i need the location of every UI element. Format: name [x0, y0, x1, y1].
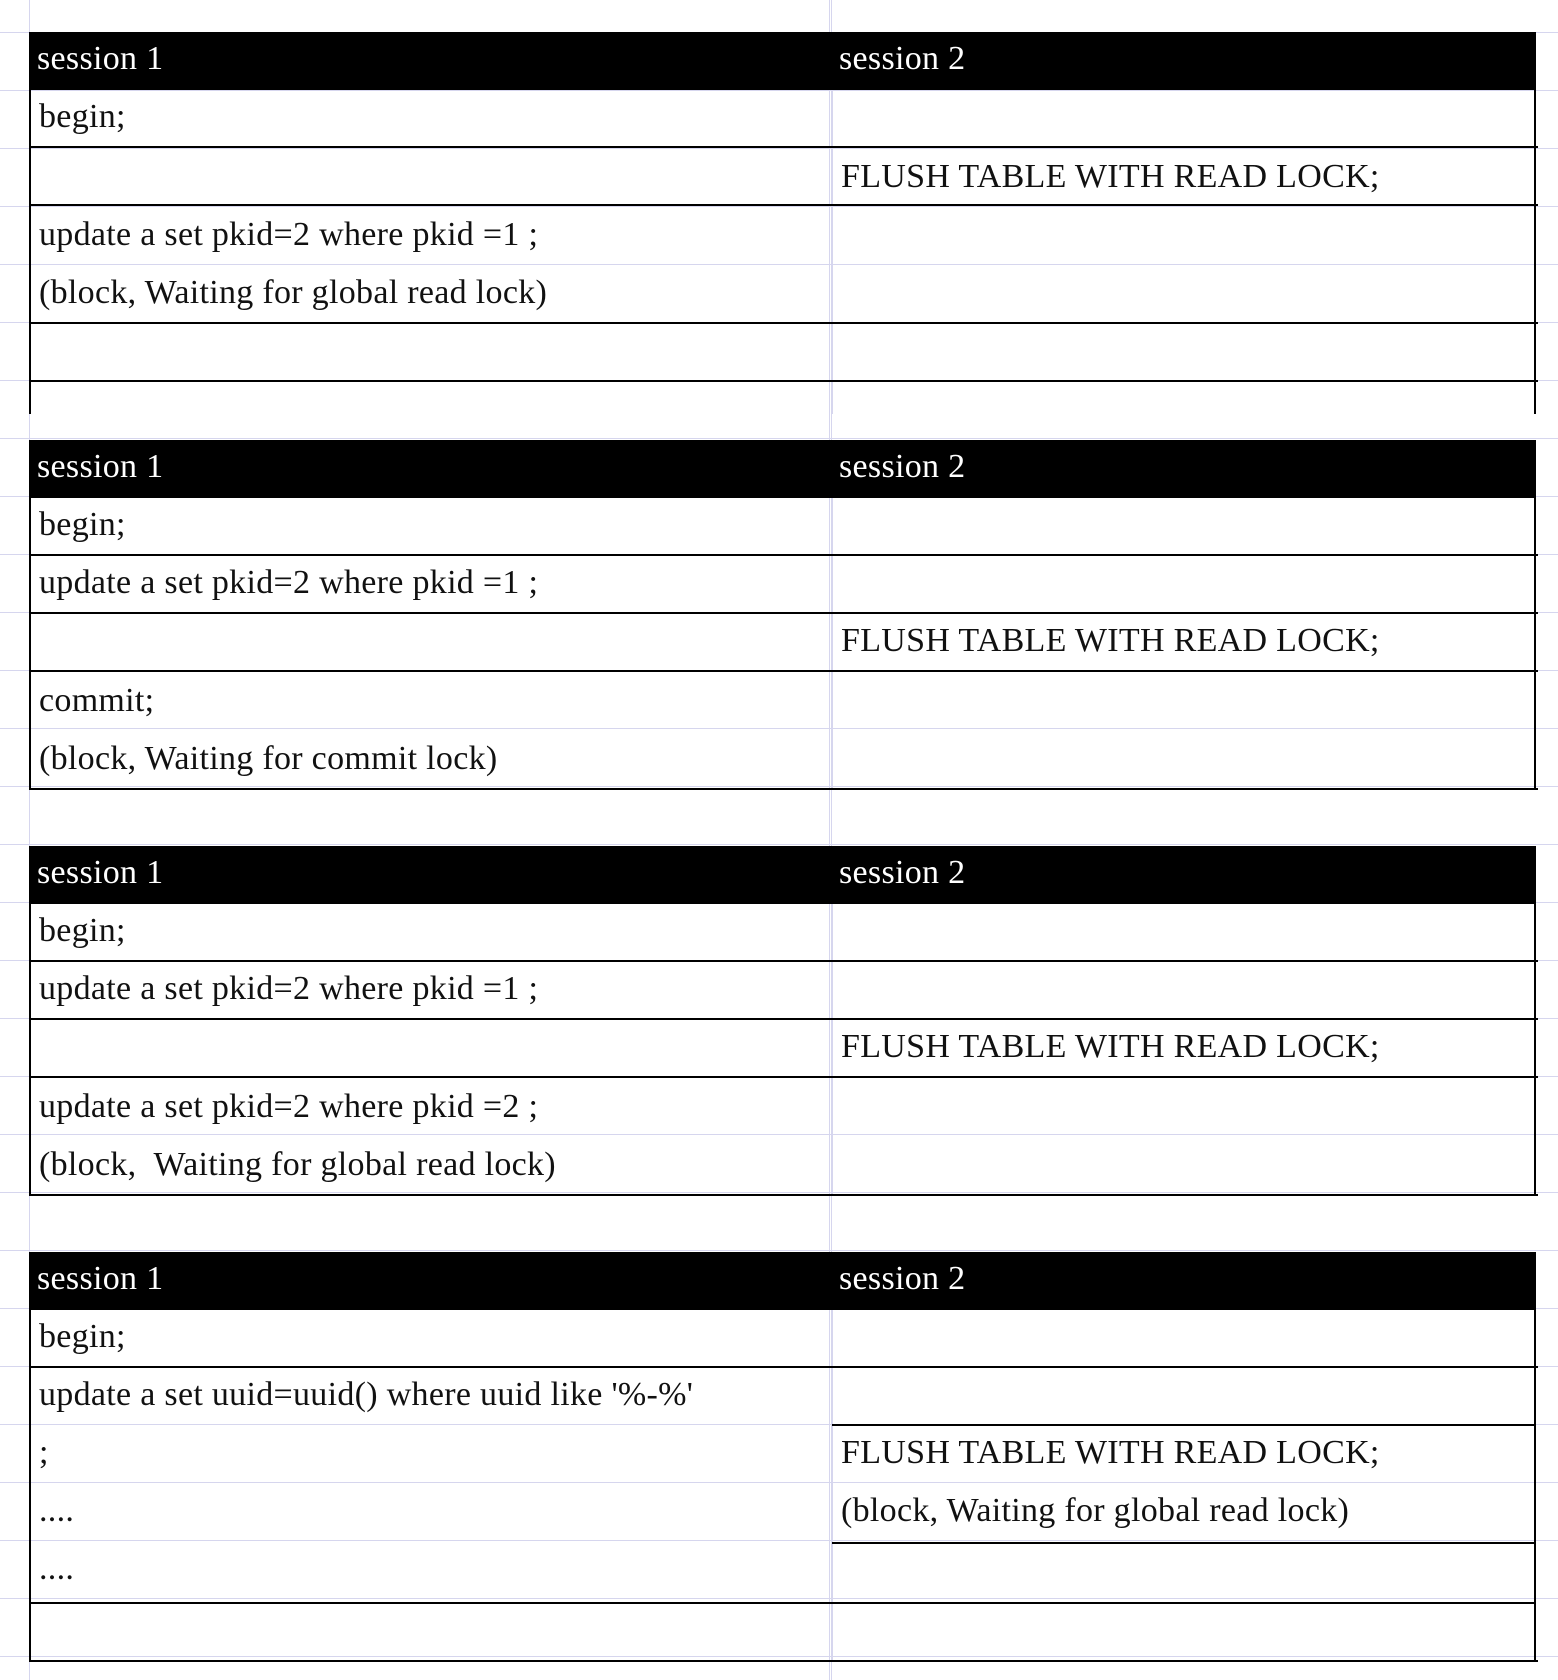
header-session-2: session 2 — [839, 40, 966, 77]
cell-session-1: begin; — [39, 506, 126, 543]
table-row — [31, 614, 1538, 672]
table-row — [31, 904, 1538, 962]
table-row — [31, 148, 1538, 206]
cell-session-1: commit; (block, Waiting for commit lock) — [39, 682, 498, 777]
table-body — [29, 90, 1536, 414]
table-row — [31, 498, 1538, 556]
cell-session-1: begin; — [39, 1318, 126, 1355]
table-row — [31, 672, 1538, 790]
cell-session-1: update a set pkid=2 where pkid =1 ; (block, Waiting for global read lock) — [39, 216, 548, 311]
cell-session-1: begin; — [39, 98, 126, 135]
table-row — [31, 1604, 1538, 1662]
table-row — [31, 324, 1538, 382]
table-row — [31, 1078, 1538, 1196]
table-row — [31, 556, 1538, 614]
header-session-1: session 1 — [37, 1260, 164, 1297]
header-session-1: session 1 — [37, 854, 164, 891]
cell-session-1: update a set pkid=2 where pkid =2 ; (block, Waiting for global read lock) — [39, 1088, 556, 1183]
table-row — [31, 1368, 1534, 1604]
table-body — [29, 498, 1536, 790]
table-header — [29, 32, 1536, 90]
row-divider — [832, 1424, 1534, 1426]
header-session-2: session 2 — [839, 854, 966, 891]
table-row — [31, 90, 1538, 148]
cell-session-2: FLUSH TABLE WITH READ LOCK; — [841, 158, 1380, 195]
cell-session-2: FLUSH TABLE WITH READ LOCK; (block, Waiting for global read lock) — [841, 1434, 1380, 1529]
table-body — [29, 1310, 1536, 1662]
cell-session-1: update a set uuid=uuid() where uuid like '%-%' ; .... .... — [39, 1376, 694, 1587]
cell-session-1: begin; — [39, 912, 126, 949]
table-header — [29, 440, 1536, 498]
header-session-1: session 1 — [37, 40, 164, 77]
table-row — [31, 1020, 1538, 1078]
header-session-1: session 1 — [37, 448, 164, 485]
table-header — [29, 846, 1536, 904]
cell-session-2: FLUSH TABLE WITH READ LOCK; — [841, 622, 1380, 659]
cell-session-2: FLUSH TABLE WITH READ LOCK; — [841, 1028, 1380, 1065]
header-session-2: session 2 — [839, 1260, 966, 1297]
table-header — [29, 1252, 1536, 1310]
table-body — [29, 904, 1536, 1196]
table-row — [31, 206, 1538, 324]
cell-session-1: update a set pkid=2 where pkid =1 ; — [39, 970, 539, 1007]
row-divider — [832, 1542, 1534, 1544]
cell-session-1: update a set pkid=2 where pkid =1 ; — [39, 564, 539, 601]
header-session-2: session 2 — [839, 448, 966, 485]
table-row — [31, 1310, 1538, 1368]
table-row — [31, 962, 1538, 1020]
